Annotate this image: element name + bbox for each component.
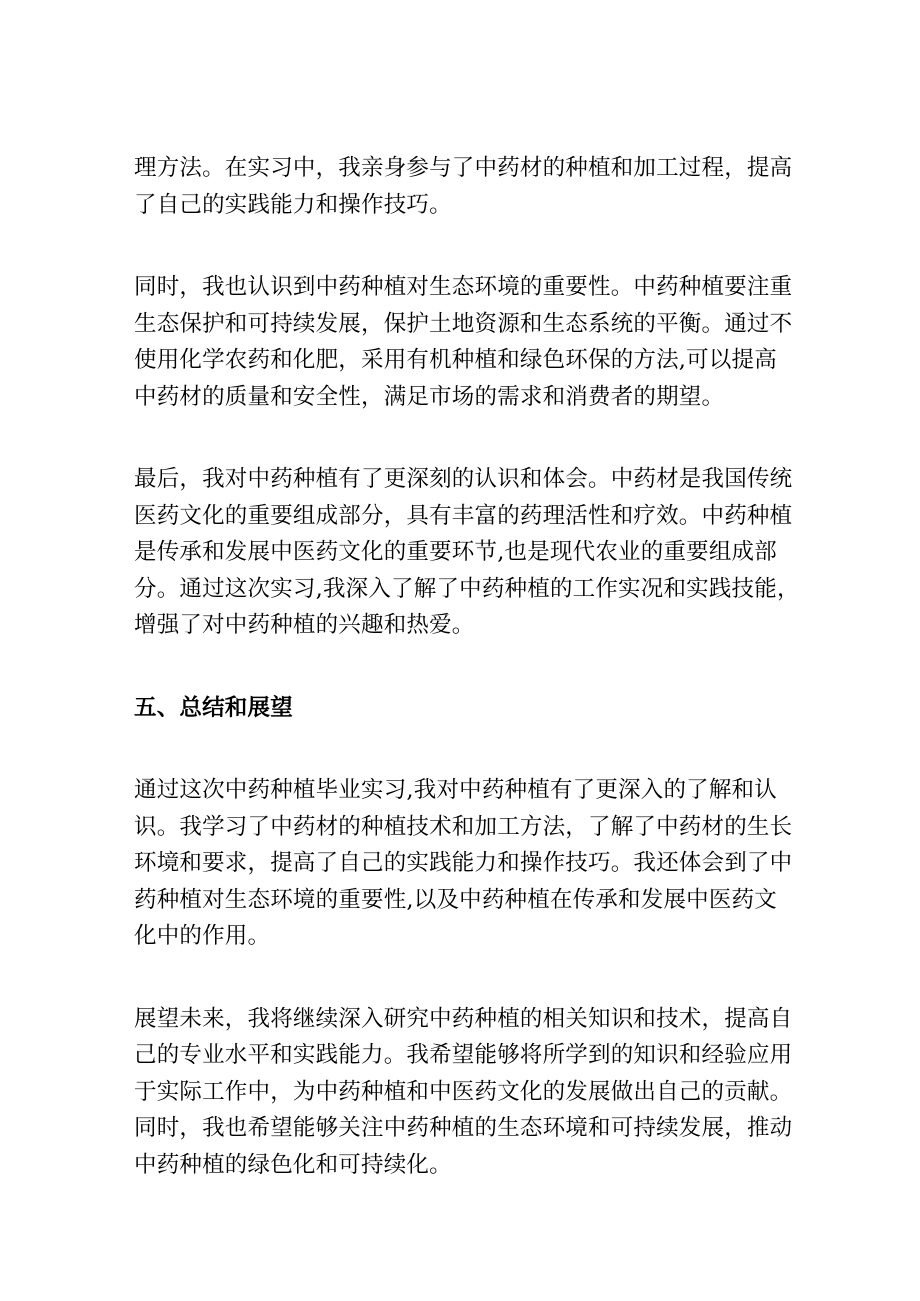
document-page xyxy=(134,150,800,1183)
paragraph-spacer xyxy=(134,644,786,690)
text-line: 医药文化的重要组成部分，具有丰富的药理活性和疗效。中药种植 xyxy=(134,502,793,529)
text-line: 药种植对生态环境的重要性,以及中药种植在传承和发展中医药文 xyxy=(134,886,777,913)
paragraph-ecology xyxy=(134,269,793,415)
paragraph-outlook xyxy=(134,1001,793,1184)
text-line: 环境和要求，提高了自己的实践能力和操作技巧。我还体会到了中 xyxy=(134,850,793,876)
text-line: 分。通过这次实习,我深入了解了中药种植的工作实况和实践技能， xyxy=(134,575,800,602)
text-line: 中药种植的绿色化和可持续化。 xyxy=(134,1151,452,1178)
paragraph-spacer xyxy=(134,955,786,1001)
section-heading: 五、总结和展望 xyxy=(134,694,293,721)
text-line: 识。我学习了中药材的种植技术和加工方法，了解了中药材的生长 xyxy=(134,813,793,840)
paragraph-conclusion xyxy=(134,772,793,955)
text-line: 最后，我对中药种植有了更深刻的认识和体会。中药材是我国传统 xyxy=(134,466,793,492)
text-line: 同时，我也认识到中药种植对生态环境的重要性。中药种植要注重 xyxy=(134,274,793,300)
text-line: 同时，我也希望能够关注中药种植的生态环境和可持续发展，推动 xyxy=(134,1115,793,1141)
text-line: 己的专业水平和实践能力。我希望能够将所学到的知识和经验应用 xyxy=(134,1042,793,1068)
paragraph-practice-summary xyxy=(134,150,793,223)
text-line: 理方法。在实习中，我亲身参与了中药材的种植和加工过程，提高 xyxy=(134,155,793,181)
text-line: 是传承和发展中医药文化的重要环节,也是现代农业的重要组成部 xyxy=(134,539,777,565)
text-line: 中药材的质量和安全性，满足市场的需求和消费者的期望。 xyxy=(134,383,725,410)
text-line: 通过这次中药种植毕业实习,我对中药种植有了更深入的了解和认 xyxy=(134,777,777,803)
paragraph-spacer xyxy=(134,726,786,772)
paragraph-spacer xyxy=(134,415,786,461)
text-line: 生态保护和可持续发展，保护土地资源和生态系统的平衡。通过不 xyxy=(134,310,793,337)
paragraph-reflection xyxy=(134,461,800,644)
text-line: 了自己的实践能力和操作技巧。 xyxy=(134,191,452,218)
text-line: 展望未来，我将继续深入研究中药种植的相关知识和技术，提高自 xyxy=(134,1005,793,1032)
text-line: 使用化学农药和化肥，采用有机种植和绿色环保的方法,可以提高 xyxy=(134,347,777,373)
paragraph-spacer xyxy=(134,223,786,269)
text-line: 化中的作用。 xyxy=(134,923,271,949)
text-line: 于实际工作中，为中药种植和中医药文化的发展做出自己的贡献。 xyxy=(134,1078,793,1105)
text-line: 增强了对中药种植的兴趣和热爱。 xyxy=(134,612,475,638)
